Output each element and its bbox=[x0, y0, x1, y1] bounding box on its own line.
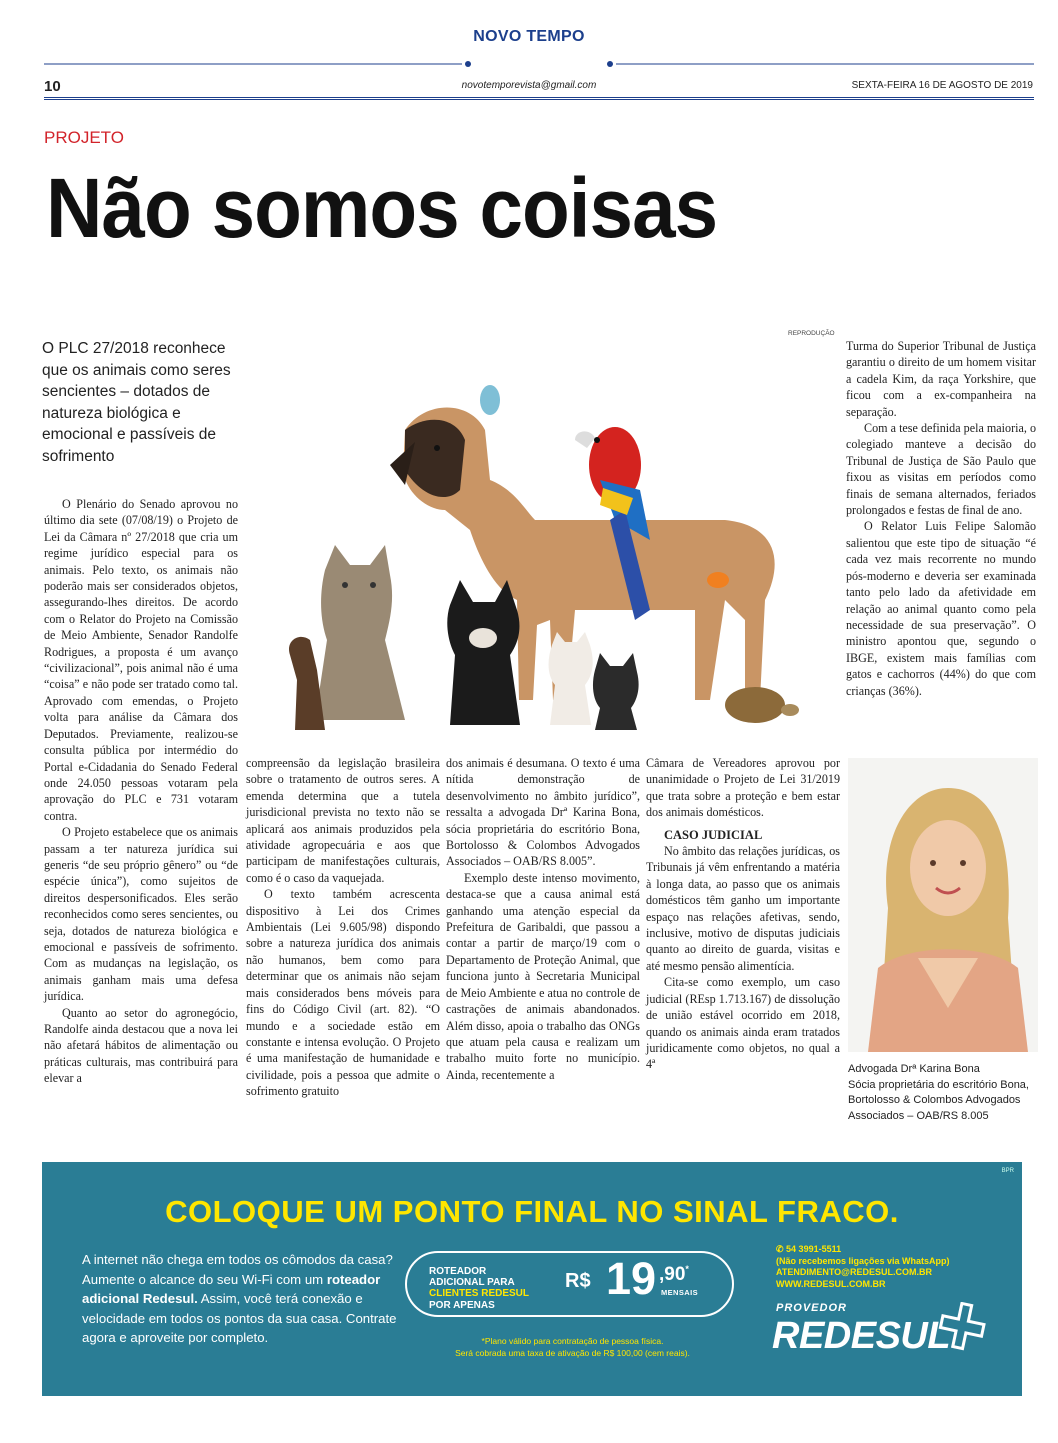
paragraph: O Plenário do Senado aprovou no último dia sete (07/08/19) o Projeto de Lei da Câmara nº 27/2018 que cria um regime jurídico especial para os animais. Pelo texto, os animais não poderão mais ser considerados objetos, assegurando-lhes direitos. De acordo com o Relator do Projeto na Comissão de Meio Ambiente, Senador Randolfe Rodrigues, a proposta é um avanço “civilizacional”, pois animal não é uma “coisa” e não pode ser tratado como tal. Aprovado com emendas, o Projeto volta para análise da Câmara dos Deputados. Previamente, realizou-se consulta pública por intermédio do Portal e-Cidadania do Senado Federal onde 24.050 pessoas votaram pela aprovação do PLC e 731 votaram contra. bbox=[44, 497, 238, 823]
bulldog-illustration bbox=[447, 580, 520, 725]
offer-line: ROTEADOR bbox=[429, 1266, 487, 1277]
paragraph: Quanto ao setor do agronegócio, Randolfe ainda destacou que a nova lei não afetará hábitos de alimentação ou práticas culturais, mas contribuirá para elevar a bbox=[44, 1005, 238, 1086]
brand-logo-text: REDESUL bbox=[772, 1315, 951, 1357]
price-pill bbox=[405, 1251, 734, 1317]
small-bird-illustration bbox=[480, 385, 500, 415]
headline: Não somos coisas bbox=[46, 161, 718, 255]
paragraph: O Relator Luis Felipe Salomão salientou que este tipo de situação “é cada vez mais recorrente no mundo pós-moderno e deveria ser examinada tanto pelo lado da afetividade em relação ao animal quanto como pela necessidade de sua preservação”. O ministro apontou que, segundo o IBGE, existem mais famílias com gatos e cachorros (44%) do que com crianças (36%). bbox=[846, 519, 1036, 698]
column-4 bbox=[646, 755, 840, 1073]
phone-line[interactable] bbox=[776, 1244, 950, 1256]
paragraph: Câmara de Vereadores aprovou por unanimidade o Projeto de Lei 31/2019 que trata sobre a proteção e bem estar dos animais domésticos. bbox=[646, 756, 840, 820]
animals-photo bbox=[255, 370, 840, 740]
column-1 bbox=[44, 496, 238, 1087]
contact-email[interactable]: ATENDIMENTO@REDESUL.COM.BR bbox=[776, 1267, 932, 1277]
header-date: SEXTA-FEIRA 16 DE AGOSTO DE 2019 bbox=[851, 80, 1033, 91]
offer-label bbox=[429, 1266, 529, 1311]
ad-body-bold: roteador adicional Redesul. bbox=[82, 1271, 381, 1306]
redesul-logo-icon bbox=[937, 1302, 987, 1352]
paragraph: Com a tese definida pela maioria, o colegiado manteve a decisão do Tribunal de Justiça de São Paulo que fixou as visitas em períodos como finais de semana alternados, feriados prolongados e festas de final de ano. bbox=[846, 421, 1036, 518]
photo-credit: REPRODUÇÃO bbox=[788, 330, 835, 337]
caption-name: Advogada Drª Karina Bona bbox=[848, 1063, 980, 1075]
header-email: novotemporevista@gmail.com bbox=[461, 80, 597, 91]
column-3 bbox=[446, 755, 640, 1083]
whatsapp-note: (Não recebemos ligações via WhatsApp) bbox=[776, 1255, 950, 1266]
masthead-title: NOVO TEMPO bbox=[473, 28, 585, 45]
paragraph: Turma do Superior Tribunal de Justiça garantiu o direito de um homem visitar a cadela Kim, da raça Yorkshire, que ficou com a ex-companheira na separação. bbox=[846, 339, 1036, 419]
paragraph: No âmbito das relações jurídicas, os Tribunais já vêm enfrentando a matéria à longa data, ao passo que os animais domésticos têm ganho um importante espaço nas relações afetivas, sendo, inclusive, motivo de disputas judiciais quanto ao direito de guarda, visitas e até mesmo pensão alimentícia. bbox=[646, 844, 840, 973]
caption-role: Sócia proprietária do escritório Bona, Bortolosso & Colombos Advogados Associados – OAB/RS 8.005 bbox=[848, 1078, 1029, 1122]
agency-tag: BPR bbox=[1001, 1168, 1014, 1174]
fine-print bbox=[410, 1335, 735, 1359]
ad-body bbox=[82, 1250, 402, 1348]
advertisement[interactable] bbox=[42, 1162, 1022, 1396]
price-value: 19 bbox=[606, 1253, 657, 1304]
fine-line: Será cobrada uma taxa de ativação de R$ 100,00 (cem reais). bbox=[455, 1348, 690, 1358]
section-kicker: PROJETO bbox=[44, 128, 124, 147]
paragraph: O texto também acrescenta dispositivo à Lei dos Crimes Ambientais (Lei 9.605/98) dispondo sobre a natureza jurídica dos animais não humanos, bem como para determinar que os animais não sejam mais considerados bens móveis para fins do Código Civil (art. 82). “O mundo e a sociedade estão em constante e intensa evolução. O Projeto é uma manifestação de humanidade e civilidade, pois a pessoa que admite o sofrimento gratuito bbox=[246, 887, 440, 1099]
provider-label: PROVEDOR bbox=[776, 1302, 847, 1314]
ad-body-text: Assim, você terá conexão e velocidade em todos os pontos da sua casa. Contrate agora e aproveite por completo. bbox=[82, 1291, 397, 1345]
price-period: MENSAIS bbox=[661, 1288, 698, 1297]
ferret-illustration bbox=[289, 637, 325, 730]
column-2 bbox=[246, 755, 440, 1100]
contact-website[interactable]: WWW.REDESUL.COM.BR bbox=[776, 1278, 886, 1289]
offer-line: POR APENAS bbox=[429, 1299, 495, 1311]
subheading: CASO JUDICIAL bbox=[664, 827, 763, 842]
photo-caption bbox=[848, 1062, 1038, 1124]
paragraph: compreensão da legislação brasileira sobre o tratamento de outros seres. A emenda determina que a tutela jurisdicional prevista no texto não se aplicará aos animais produzidos pela atividade agropecuária e aos que participam de manifestações culturais, como é o caso da vaquejada. bbox=[246, 756, 440, 885]
black-kitten-illustration bbox=[593, 653, 639, 730]
whatsapp-icon: ✆ bbox=[776, 1244, 787, 1254]
price-cents bbox=[659, 1264, 689, 1286]
turtle-illustration bbox=[725, 687, 799, 723]
fine-line: *Plano válido para contratação de pessoa física. bbox=[481, 1336, 664, 1346]
portrait-photo bbox=[848, 758, 1038, 1052]
paragraph: Cita-se como exemplo, um caso judicial (REsp 1.713.167) de dissolução de união estável ocorrido em 2018, quando os animais ainda eram tratados juridicamente como objetos, no qual a 4ª bbox=[646, 975, 840, 1072]
column-5 bbox=[846, 338, 1036, 699]
lead-text: O PLC 27/2018 reconhece que os animais como seres sencientes – dotados de natureza biológica e emocional e passíveis de sofrimento bbox=[42, 340, 231, 465]
contact-block bbox=[776, 1244, 950, 1290]
price-footnote-mark: * bbox=[685, 1264, 689, 1274]
phone-number: 54 3991-5511 bbox=[786, 1244, 842, 1254]
offer-line: ADICIONAL PARA bbox=[429, 1277, 515, 1289]
ad-title: COLOQUE UM PONTO FINAL NO SINAL FRACO. bbox=[165, 1194, 899, 1229]
paragraph: O Projeto estabelece que os animais passam a ter natureza jurídica sui generis “de seu próprio gênero” ou “de espécie única”), como sujeitos de direitos despersonificados. Eles serão reconhecidos como seres sencientes, ou seja, dotados de natureza biológica e emocional e passíveis de sofrimento. Com as mudanças na legislação, os animais ganham mais uma defesa jurídica. bbox=[44, 825, 238, 1004]
canary-illustration bbox=[707, 572, 729, 588]
white-kitten-illustration bbox=[549, 632, 593, 725]
cat-illustration bbox=[315, 545, 405, 720]
offer-line: CLIENTES REDESUL bbox=[429, 1288, 530, 1300]
masthead-ornament bbox=[44, 57, 1034, 71]
price-cents-value: ,90 bbox=[659, 1264, 686, 1285]
header-rule bbox=[44, 97, 1034, 100]
ad-body-text: A internet não chega em todos os cômodos da casa? Aumente o alcance do seu Wi-Fi com um bbox=[82, 1252, 393, 1287]
price-currency: R$ bbox=[565, 1270, 591, 1292]
face-shape bbox=[910, 820, 986, 916]
paragraph: Exemplo deste intenso movimento, destaca-se que a causa animal está ganhando uma atenção especial da Prefeitura de Garibaldi, que passou a contar a partir de março/19 com o Departamento de Proteção Animal, que funciona junto à Secretaria Municipal de Meio Ambiente e atua no controle de castrações de animais abandonados. Além disso, apoia o trabalho das ONGs que atuam pela causa e realizam um trabalho muito forte no município. Ainda, recentemente a bbox=[446, 870, 640, 1082]
page-number: 10 bbox=[44, 78, 61, 95]
paragraph: dos animais é desumana. O texto é uma nítida demonstração de desenvolvimento no âmbito jurídico”, ressalta a advogada Drª Karina Bona, sócia proprietária do escritório Bona, Bortolosso & Colombos Advogados Associados – OAB/RS 8.005”. bbox=[446, 756, 640, 869]
